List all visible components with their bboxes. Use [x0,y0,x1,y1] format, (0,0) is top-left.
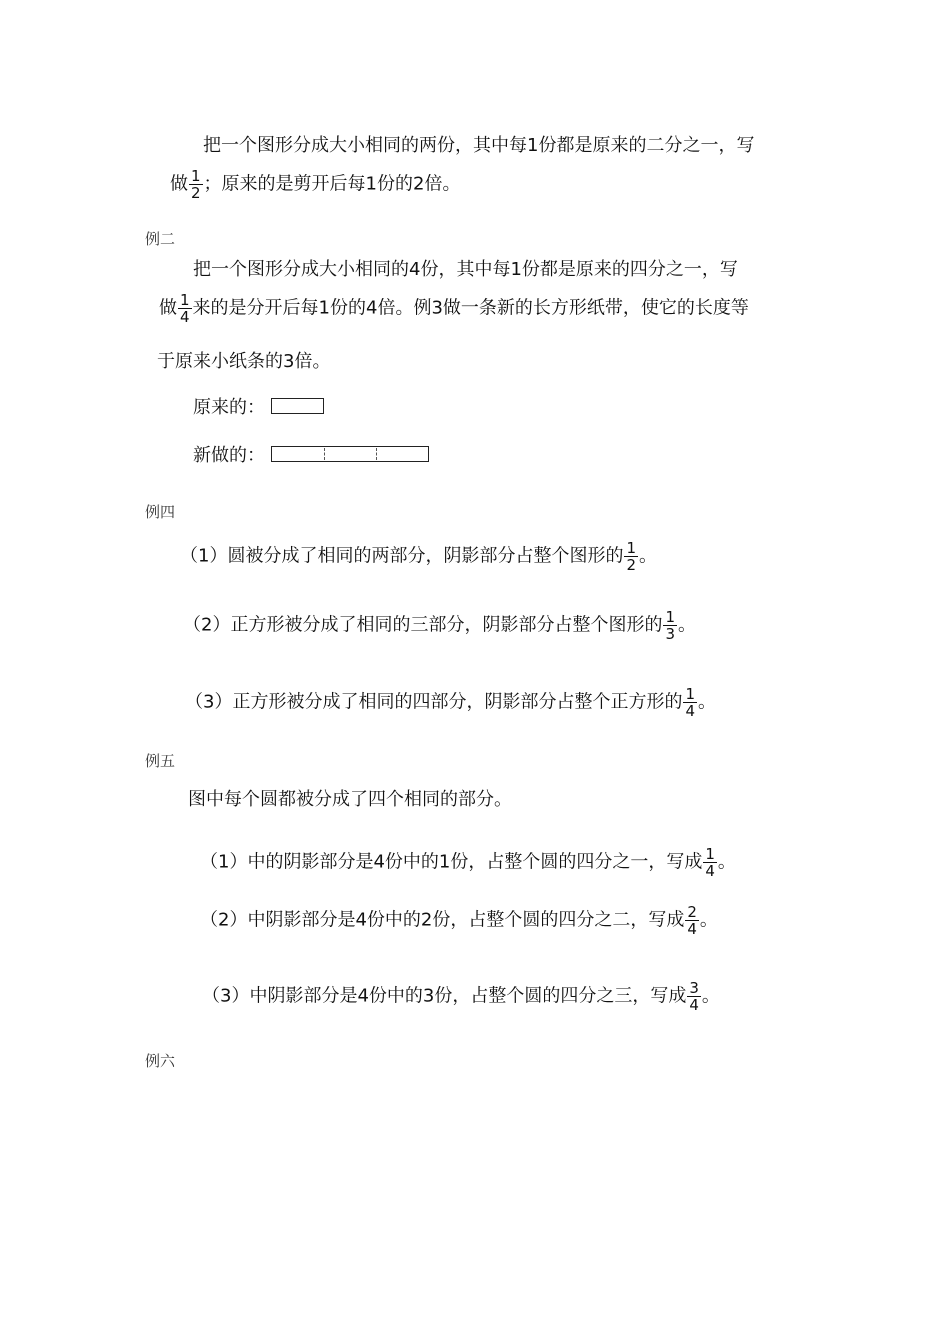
fraction-numerator: 1 [626,539,636,557]
ex5-item-end: 。 [699,909,718,931]
fraction [624,540,638,573]
ex2-text-3: 于原来小纸条的3倍。 [157,351,331,372]
strip-divider [324,448,325,460]
fraction [178,292,192,325]
ex5-item-text: （1）中的阴影部分是4份中的1份，占整个圆的四分之一，写成 [200,851,703,873]
fraction [703,846,717,879]
ex4-item-text: （1）圆被分成了相同的两部分，阴影部分占整个图形的 [180,545,624,567]
ex2-line-3 [157,350,330,374]
ex5-item-text: （2）中阴影部分是4份中的2份，占整个圆的四分之二，写成 [200,909,685,931]
ex1-text-2-pre: 做 [170,173,188,195]
ex4-item-3 [185,686,716,719]
ex4-item-text: （3）正方形被分成了相同的四部分，阴影部分占整个正方形的 [185,691,683,713]
fraction-denominator: 2 [191,184,201,202]
strip-divider [376,448,377,460]
ex2-line-2 [159,292,749,325]
fraction [683,686,697,719]
fraction-denominator: 3 [665,625,675,643]
fraction-denominator: 4 [689,996,699,1014]
ex2-text-2-pre: 做 [159,297,177,319]
ex4-item-1 [180,540,657,573]
ex2-text-2-post: 来的是分开后每1份的4倍。例3做一条新的长方形纸带，使它的长度等 [192,297,749,319]
ex4-item-text: （2）正方形被分成了相同的三部分，阴影部分占整个图形的 [183,614,663,636]
fraction-numerator: 1 [191,167,201,185]
new-paper-strip [271,446,429,462]
original-paper-strip [271,398,324,414]
fraction-numerator: 2 [687,903,697,921]
fraction-numerator: 1 [685,685,695,703]
ex1-line-1 [203,134,754,158]
fraction-denominator: 4 [705,862,715,880]
fraction-numerator: 1 [705,845,715,863]
ex4-item-end: 。 [639,545,657,567]
fraction [189,168,203,201]
ex2-line-1 [193,258,738,282]
ex2-text-1: 把一个图形分成大小相同的4份，其中每1份都是原来的四分之一，写 [193,259,738,280]
ex4-item-end: 。 [698,691,716,713]
fraction-numerator: 1 [665,608,675,626]
ex1-text-2-post: ；原来的是剪开后每1份的2倍。 [203,173,461,195]
ex1-text-1: 把一个图形分成大小相同的两份，其中每1份都是原来的二分之一，写 [203,135,755,156]
new-strip-label: 新做的： [193,445,265,466]
ex5-item-3 [202,980,720,1013]
ex2-label: 例二 [145,230,176,248]
fraction-numerator: 3 [689,979,699,997]
ex1-line-2 [170,168,460,201]
ex5-item-end: 。 [701,985,720,1007]
ex5-label: 例五 [145,752,176,770]
ex5-item-text: （3）中阴影部分是4份中的3份，占整个圆的四分之三，写成 [202,985,687,1007]
fraction-denominator: 4 [685,702,695,720]
ex4-item-2 [183,609,696,642]
ex5-item-2 [200,904,718,937]
fraction-denominator: 4 [687,920,697,938]
fraction-denominator: 4 [180,308,190,326]
fraction-denominator: 2 [626,556,636,574]
ex5-intro: 图中每个圆都被分成了四个相同的部分。 [188,789,512,810]
ex6-label: 例六 [145,1052,176,1070]
fraction [663,609,677,642]
ex5-item-end: 。 [717,851,736,873]
fraction [687,980,701,1013]
fraction-numerator: 1 [180,291,190,309]
ex5-item-1 [200,846,736,879]
ex4-item-end: 。 [678,614,696,636]
ex4-label: 例四 [145,503,176,521]
fraction [685,904,699,937]
original-strip-label: 原来的： [193,397,265,418]
